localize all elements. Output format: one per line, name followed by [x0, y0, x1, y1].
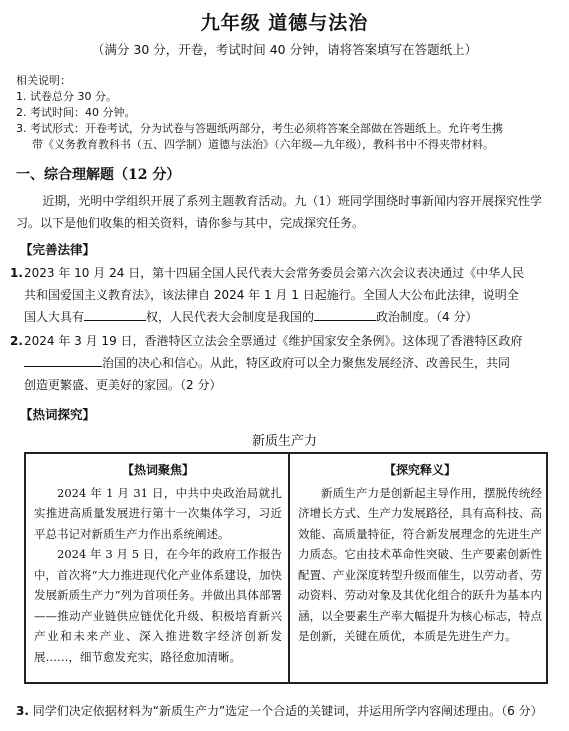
- answer-blank[interactable]: [84, 308, 146, 321]
- question-number: 2.: [10, 334, 23, 348]
- question-text: 2024 年 3 月 19 日，香港特区立法会全票通过《维护国家安全条例》。这体现了香港特区政府: [24, 334, 523, 348]
- question-2-line-2: [10, 352, 556, 374]
- notes-heading: 相关说明：: [16, 74, 71, 87]
- paragraph: 新质生产力是创新起主导作用，摆脱传统经济增长方式、生产力发展路径，具有高科技、高效能、高质量特征，符合新发展理念的先进生产力质态。它由技术革命性突破、生产要素创新性配置、产业深度转型升级而催生，以劳动者、劳动资料、劳动对象及其优化组合的跃升为基本内涵，以全要素生产率大幅提升为核心标志，特点是创新，关键在质优，本质是先进生产力。: [298, 485, 542, 643]
- question-2: [10, 330, 556, 396]
- material-title: 新质生产力: [251, 434, 317, 449]
- column-heading: 【热词聚焦】: [121, 463, 194, 477]
- question-number: 1.: [10, 266, 23, 280]
- question-2-line-3: 创造更繁盛、更美好的家园。（2 分）: [24, 378, 222, 392]
- answer-blank[interactable]: [314, 308, 376, 321]
- note-item-3-continued: 带《义务教育教科书（五、四学制）道德与法治》（六年级—九年级），教科书中不得夹带材料。: [32, 138, 494, 151]
- page-title: 九年级 道德与法治: [200, 12, 369, 34]
- note-item-3: 3. 考试形式：开卷考试，分为试卷与答题纸两部分，考生必须将答案全部做在答题纸上。允许考生携: [16, 122, 503, 135]
- question-text: 国人大具有: [24, 310, 85, 324]
- column-heading: 【探究释义】: [383, 463, 456, 477]
- question-text: 政治制度。（4 分）: [376, 310, 478, 324]
- topic-tag-law: 【完善法律】: [20, 242, 96, 257]
- column-divider: [288, 454, 290, 682]
- question-1: [10, 262, 556, 328]
- question-2-line-1: [10, 330, 556, 352]
- material-right-column: [298, 460, 542, 647]
- question-text: 2023 年 10 月 24 日，第十四届全国人民代表大会常务委员会第六次会议表决通过《中华人民: [24, 266, 525, 280]
- question-text: 治国的决心和信心。从此，特区政府可以全力聚焦发展经济、改善民生，共同: [102, 356, 511, 370]
- paragraph: 2024 年 1 月 31 日，中共中央政治局就扎实推进高质量发展进行第十一次集体学习，习近平总书记对新质生产力作出系统阐述。: [34, 485, 282, 541]
- question-3: [16, 702, 556, 719]
- section-intro: 近期，光明中学组织开展了系列主题教育活动。九（1）班同学围绕时事新闻内容开展探究性学习。以下是他们收集的相关资料，请你参与其中，完成探究任务。: [16, 194, 543, 230]
- material-box: [24, 452, 548, 684]
- question-number: 3.: [16, 704, 29, 718]
- topic-tag-hotword: 【热词探究】: [20, 407, 96, 422]
- question-1-line-3: [10, 306, 556, 328]
- section-heading: 一、综合理解题（12 分）: [16, 167, 181, 183]
- material-left-column: [34, 460, 282, 667]
- paragraph: 2024 年 3 月 5 日，在今年的政府工作报告中，首次将“大力推进现代化产业体系建设，加快发展新质生产力”列为首项任务。并做出具体部署——推动产业链供应链优化升级、积极培育新兴产业和未来产业、深入推进数字经济创新发展……，细节愈发充实，路径愈加清晰。: [34, 547, 282, 664]
- question-1-line-2: 共和国爱国主义教育法》，该法律自 2024 年 1 月 1 日起施行。全国人大公布此法律，说明全: [24, 288, 519, 302]
- question-text: 同学们决定依据材料为“新质生产力”选定一个合适的关键词，并运用所学内容阐述理由。（6 分）: [32, 704, 543, 718]
- question-text: 权，人民代表大会制度是我国的: [146, 310, 315, 324]
- page-subtitle: （满分 30 分，开卷，考试时间 40 分钟，请将答案填写在答题纸上）: [91, 42, 478, 57]
- answer-blank[interactable]: [24, 354, 102, 367]
- note-item-1: 1. 试卷总分 30 分。: [16, 90, 117, 103]
- note-item-2: 2. 考试时间：40 分钟。: [16, 106, 136, 119]
- question-1-line-1: [10, 262, 556, 284]
